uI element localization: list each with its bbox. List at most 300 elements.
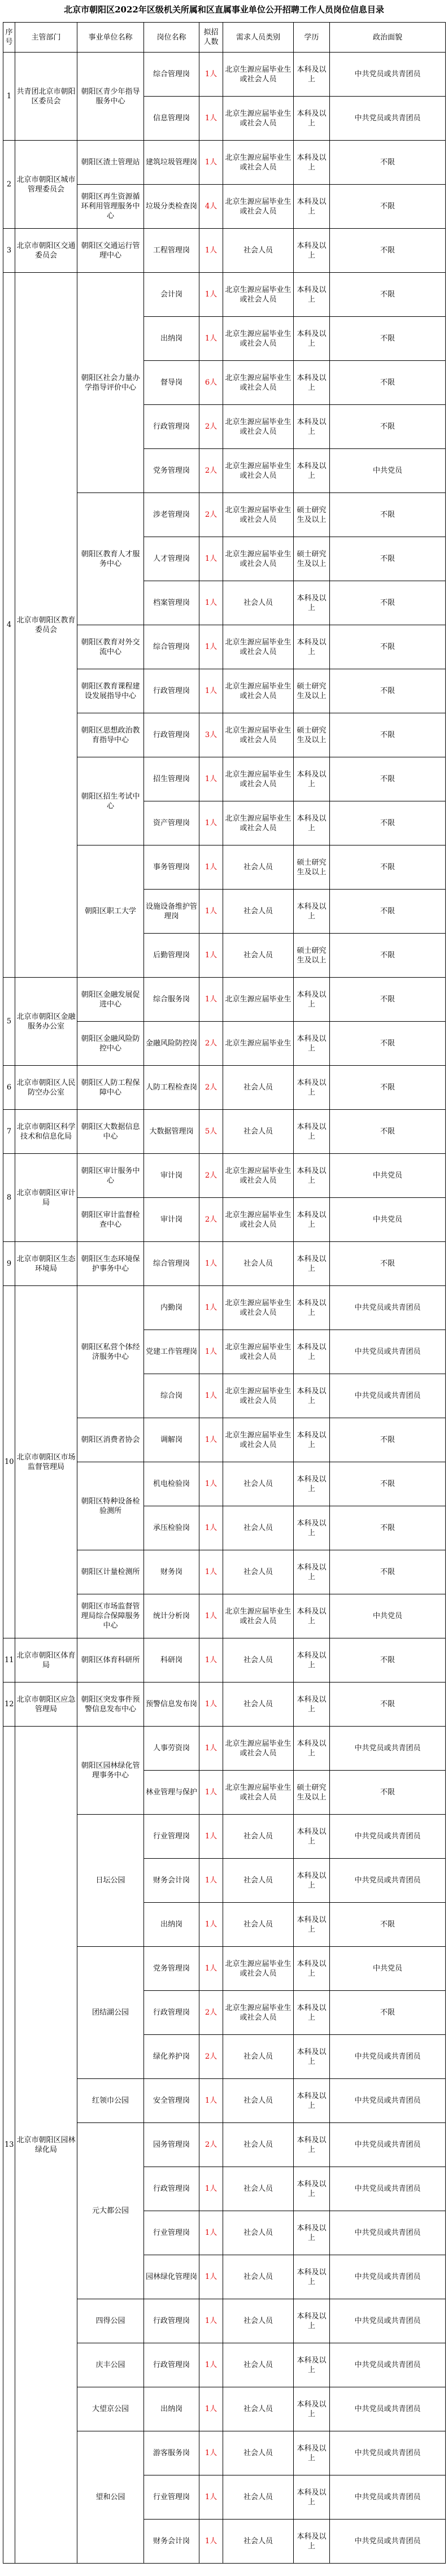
candidate-type-cell: 北京生源应届毕业生或社会人员: [223, 757, 294, 801]
post-name-cell: 行政管理岗: [144, 405, 199, 449]
post-name-cell: 出纳岗: [144, 317, 199, 361]
education-cell: 本科及以上: [294, 1550, 330, 1594]
candidate-type-cell: 社会人员: [223, 1066, 294, 1110]
political-status-cell: 中共党员或共青团员: [330, 2387, 446, 2431]
post-name-cell: 游客服务岗: [144, 2431, 199, 2475]
political-status-cell: 不限: [330, 1418, 446, 1462]
table-row: [3, 273, 446, 317]
headcount-cell: 1人: [199, 1594, 223, 1638]
unit-name-cell: 朝阳区职工大学: [77, 845, 144, 978]
post-name-cell: 建筑垃圾管理岗: [144, 141, 199, 185]
political-status-cell: 中共党员: [330, 1594, 446, 1638]
position-table: [3, 22, 446, 2564]
row-number-cell: 5: [3, 978, 15, 1066]
unit-name-cell: 朝阳区生态环境保护事务中心: [77, 1242, 144, 1286]
post-name-cell: 园务管理岗: [144, 2123, 199, 2167]
department-cell: 北京市朝阳区科学技术和信息化局: [15, 1110, 77, 1154]
post-name-cell: 行政管理岗: [144, 1991, 199, 2035]
unit-name-cell: 朝阳区教育人才服务中心: [77, 493, 144, 625]
candidate-type-cell: 北京生源应届毕业生或社会人员: [223, 1418, 294, 1462]
post-name-cell: 出纳岗: [144, 1903, 199, 1947]
department-cell: 北京市朝阳区金融服务办公室: [15, 978, 77, 1066]
row-number-cell: 2: [3, 141, 15, 229]
table-row: [3, 1638, 446, 1683]
education-cell: 本科及以上: [294, 2475, 330, 2520]
education-cell: 本科及以上: [294, 229, 330, 273]
education-cell: 本科及以上: [294, 1991, 330, 2035]
headcount-cell: 1人: [199, 2431, 223, 2475]
post-name-cell: 金融风险防控岗: [144, 1022, 199, 1066]
post-name-cell: 行政管理岗: [144, 2167, 199, 2211]
table-row: [3, 1683, 446, 1727]
education-cell: 本科及以上: [294, 1286, 330, 1330]
post-name-cell: 园林绿化管理岗: [144, 2255, 199, 2299]
candidate-type-cell: 北京生源应届毕业生或社会人员: [223, 273, 294, 317]
headcount-cell: 1人: [199, 2343, 223, 2387]
political-status-cell: 中共党员或共青团员: [330, 2255, 446, 2299]
headcount-cell: 1人: [199, 229, 223, 273]
political-status-cell: 不限: [330, 669, 446, 713]
table-row: [3, 1154, 446, 1198]
column-header: 主管部门: [15, 23, 77, 53]
headcount-cell: 1人: [199, 141, 223, 185]
political-status-cell: 不限: [330, 229, 446, 273]
headcount-cell: 1人: [199, 273, 223, 317]
column-header: 拟招人数: [199, 23, 223, 53]
unit-name-cell: 朝阳区消费者协会: [77, 1418, 144, 1462]
education-cell: 本科及以上: [294, 2343, 330, 2387]
headcount-cell: 2人: [199, 1991, 223, 2035]
unit-name-cell: 朝阳区教育对外交流中心: [77, 625, 144, 669]
column-header: 学历: [294, 23, 330, 53]
candidate-type-cell: 社会人员: [223, 1903, 294, 1947]
political-status-cell: 中共党员或共青团员: [330, 2035, 446, 2079]
headcount-cell: 1人: [199, 97, 223, 141]
row-number-cell: 10: [3, 1286, 15, 1638]
department-cell: 北京市朝阳区生态环境局: [15, 1242, 77, 1286]
table-row: [3, 978, 446, 1022]
education-cell: 本科及以上: [294, 185, 330, 229]
row-number-cell: 1: [3, 53, 15, 141]
post-name-cell: 审计岗: [144, 1198, 199, 1242]
headcount-cell: 2人: [199, 449, 223, 493]
table-row: [3, 1066, 446, 1110]
political-status-cell: 中共党员或共青团员: [330, 2520, 446, 2564]
political-status-cell: 中共党员或共青团员: [330, 1859, 446, 1903]
unit-name-cell: 朝阳区私营个体经济服务中心: [77, 1286, 144, 1418]
post-name-cell: 行业管理岗: [144, 1815, 199, 1859]
education-cell: 本科及以上: [294, 625, 330, 669]
education-cell: 本科及以上: [294, 2167, 330, 2211]
post-name-cell: 行政管理岗: [144, 2299, 199, 2343]
headcount-cell: 2人: [199, 405, 223, 449]
education-cell: 本科及以上: [294, 1110, 330, 1154]
headcount-cell: 1人: [199, 757, 223, 801]
unit-name-cell: 朝阳区渣土管理站: [77, 141, 144, 185]
education-cell: 本科及以上: [294, 1242, 330, 1286]
candidate-type-cell: 社会人员: [223, 1683, 294, 1727]
unit-name-cell: 朝阳区社会力量办学指导评价中心: [77, 273, 144, 493]
political-status-cell: 中共党员或共青团员: [330, 2343, 446, 2387]
political-status-cell: 中共党员或共青团员: [330, 97, 446, 141]
candidate-type-cell: 社会人员: [223, 1638, 294, 1683]
department-cell: 北京市朝阳区教育委员会: [15, 273, 77, 978]
candidate-type-cell: 北京生源应届毕业生或社会人员: [223, 1198, 294, 1242]
education-cell: 本科及以上: [294, 2520, 330, 2564]
headcount-cell: 1人: [199, 890, 223, 934]
headcount-cell: 2人: [199, 493, 223, 537]
education-cell: 本科及以上: [294, 1727, 330, 1771]
candidate-type-cell: 北京生源应届毕业生或社会人员: [223, 141, 294, 185]
headcount-cell: 1人: [199, 801, 223, 845]
unit-name-cell: 朝阳区计量检测所: [77, 1550, 144, 1594]
row-number-cell: 3: [3, 229, 15, 273]
table-row: [3, 141, 446, 185]
political-status-cell: 中共党员: [330, 449, 446, 493]
candidate-type-cell: 社会人员: [223, 2035, 294, 2079]
headcount-cell: 1人: [199, 1286, 223, 1330]
post-name-cell: 安全管理岗: [144, 2079, 199, 2123]
education-cell: 本科及以上: [294, 317, 330, 361]
candidate-type-cell: 北京生源应届毕业生或社会人员: [223, 317, 294, 361]
education-cell: 本科及以上: [294, 2255, 330, 2299]
unit-name-cell: 大望京公园: [77, 2387, 144, 2431]
political-status-cell: 中共党员或共青团员: [330, 1374, 446, 1418]
post-name-cell: 大数据管理岗: [144, 1110, 199, 1154]
department-cell: 北京市朝阳区园林绿化局: [15, 1727, 77, 2564]
education-cell: 硕士研究生及以上: [294, 845, 330, 890]
political-status-cell: 不限: [330, 1991, 446, 2035]
unit-name-cell: 朝阳区金融风险防控中心: [77, 1022, 144, 1066]
education-cell: 本科及以上: [294, 890, 330, 934]
political-status-cell: 不限: [330, 581, 446, 625]
headcount-cell: 3人: [199, 713, 223, 757]
table-row: [3, 1242, 446, 1286]
political-status-cell: 不限: [330, 493, 446, 537]
candidate-type-cell: 社会人员: [223, 2387, 294, 2431]
post-name-cell: 内勤岗: [144, 1286, 199, 1330]
candidate-type-cell: 北京生源应届毕业生: [223, 1022, 294, 1066]
post-name-cell: 绿化养护岗: [144, 2035, 199, 2079]
education-cell: 本科及以上: [294, 1330, 330, 1374]
political-status-cell: 中共党员或共青团员: [330, 2167, 446, 2211]
political-status-cell: 中共党员或共青团员: [330, 1330, 446, 1374]
candidate-type-cell: 社会人员: [223, 1859, 294, 1903]
headcount-cell: 1人: [199, 537, 223, 581]
headcount-cell: 1人: [199, 317, 223, 361]
political-status-cell: 不限: [330, 317, 446, 361]
post-name-cell: 涉老管理岗: [144, 493, 199, 537]
political-status-cell: 不限: [330, 1903, 446, 1947]
headcount-cell: 1人: [199, 1727, 223, 1771]
post-name-cell: 综合服务岗: [144, 978, 199, 1022]
column-header: 岗位名称: [144, 23, 199, 53]
education-cell: 硕士研究生及以上: [294, 934, 330, 978]
education-cell: 本科及以上: [294, 581, 330, 625]
table-row: [3, 1727, 446, 1771]
post-name-cell: 统计分析岗: [144, 1594, 199, 1638]
political-status-cell: 不限: [330, 185, 446, 229]
political-status-cell: 不限: [330, 1506, 446, 1550]
table-row: [3, 1286, 446, 1330]
headcount-cell: 1人: [199, 1859, 223, 1903]
post-name-cell: 综合岗: [144, 1374, 199, 1418]
candidate-type-cell: 北京生源应届毕业生或社会人员: [223, 1727, 294, 1771]
political-status-cell: 不限: [330, 1550, 446, 1594]
headcount-cell: 1人: [199, 1418, 223, 1462]
column-header: 序号: [3, 23, 15, 53]
political-status-cell: 中共党员或共青团员: [330, 53, 446, 97]
candidate-type-cell: 社会人员: [223, 1815, 294, 1859]
political-status-cell: 不限: [330, 141, 446, 185]
political-status-cell: 不限: [330, 1066, 446, 1110]
unit-name-cell: 红领巾公园: [77, 2079, 144, 2123]
political-status-cell: 不限: [330, 1771, 446, 1815]
post-name-cell: 会计岗: [144, 273, 199, 317]
education-cell: 本科及以上: [294, 2431, 330, 2475]
political-status-cell: 中共党员或共青团员: [330, 2431, 446, 2475]
headcount-cell: 2人: [199, 1154, 223, 1198]
education-cell: 硕士研究生及以上: [294, 669, 330, 713]
political-status-cell: 不限: [330, 361, 446, 405]
education-cell: 硕士研究生及以上: [294, 713, 330, 757]
political-status-cell: 中共党员或共青团员: [330, 1727, 446, 1771]
unit-name-cell: 朝阳区体育科研所: [77, 1638, 144, 1683]
headcount-cell: 1人: [199, 2211, 223, 2255]
unit-name-cell: 朝阳区园林绿化管理事务中心: [77, 1727, 144, 1815]
unit-name-cell: 望和公园: [77, 2431, 144, 2564]
post-name-cell: 审计岗: [144, 1154, 199, 1198]
education-cell: 本科及以上: [294, 1594, 330, 1638]
headcount-cell: 1人: [199, 625, 223, 669]
education-cell: 本科及以上: [294, 1683, 330, 1727]
headcount-cell: 1人: [199, 2079, 223, 2123]
political-status-cell: 不限: [330, 978, 446, 1022]
post-name-cell: 出纳岗: [144, 2387, 199, 2431]
candidate-type-cell: 北京生源应届毕业生或社会人员: [223, 449, 294, 493]
headcount-cell: 1人: [199, 2520, 223, 2564]
candidate-type-cell: 社会人员: [223, 2475, 294, 2520]
unit-name-cell: 团结湖公园: [77, 1947, 144, 2079]
table-row: [3, 53, 446, 97]
candidate-type-cell: 北京生源应届毕业生或社会人员: [223, 493, 294, 537]
row-number-cell: 11: [3, 1638, 15, 1683]
headcount-cell: 1人: [199, 1638, 223, 1683]
candidate-type-cell: 北京生源应届毕业生或社会人员: [223, 361, 294, 405]
headcount-cell: 1人: [199, 1242, 223, 1286]
candidate-type-cell: 社会人员: [223, 890, 294, 934]
post-name-cell: 预警信息发布岗: [144, 1683, 199, 1727]
political-status-cell: 不限: [330, 1462, 446, 1506]
candidate-type-cell: 北京生源应届毕业生或社会人员: [223, 1154, 294, 1198]
education-cell: 本科及以上: [294, 1066, 330, 1110]
candidate-type-cell: 社会人员: [223, 2431, 294, 2475]
candidate-type-cell: 社会人员: [223, 2211, 294, 2255]
unit-name-cell: 朝阳区金融发展促进中心: [77, 978, 144, 1022]
post-name-cell: 林业管理与保护: [144, 1771, 199, 1815]
row-number-cell: 4: [3, 273, 15, 978]
department-cell: 北京市朝阳区人民防空办公室: [15, 1066, 77, 1110]
row-number-cell: 6: [3, 1066, 15, 1110]
education-cell: 本科及以上: [294, 1859, 330, 1903]
unit-name-cell: 朝阳区突发事件预警信息发布中心: [77, 1683, 144, 1727]
education-cell: 本科及以上: [294, 2035, 330, 2079]
education-cell: 本科及以上: [294, 2387, 330, 2431]
headcount-cell: 1人: [199, 1330, 223, 1374]
post-name-cell: 行业管理岗: [144, 2211, 199, 2255]
headcount-cell: 1人: [199, 2387, 223, 2431]
education-cell: 本科及以上: [294, 1462, 330, 1506]
document-title: 北京市朝阳区2022年区级机关所属和区直属事业单位公开招聘工作人员岗位信息目录: [64, 5, 384, 15]
unit-name-cell: 朝阳区审计监督检查中心: [77, 1198, 144, 1242]
education-cell: 本科及以上: [294, 2299, 330, 2343]
education-cell: 本科及以上: [294, 53, 330, 97]
political-status-cell: 不限: [330, 1683, 446, 1727]
candidate-type-cell: 北京生源应届毕业生或社会人员: [223, 1947, 294, 1991]
education-cell: 本科及以上: [294, 1418, 330, 1462]
political-status-cell: 不限: [330, 801, 446, 845]
education-cell: 本科及以上: [294, 361, 330, 405]
candidate-type-cell: 社会人员: [223, 2255, 294, 2299]
headcount-cell: 1人: [199, 1506, 223, 1550]
candidate-type-cell: 北京生源应届毕业生或社会人员: [223, 537, 294, 581]
post-name-cell: 党建工作管理岗: [144, 1330, 199, 1374]
unit-name-cell: 朝阳区再生资源循环利用管理服务中心: [77, 185, 144, 229]
political-status-cell: 中共党员或共青团员: [330, 2211, 446, 2255]
education-cell: 本科及以上: [294, 273, 330, 317]
political-status-cell: 中共党员: [330, 1947, 446, 1991]
row-number-cell: 9: [3, 1242, 15, 1286]
unit-name-cell: 朝阳区人防工程保障中心: [77, 1066, 144, 1110]
unit-name-cell: 朝阳区招生考试中心: [77, 757, 144, 845]
post-name-cell: 综合管理岗: [144, 53, 199, 97]
headcount-cell: 2人: [199, 2123, 223, 2167]
post-name-cell: 行业管理岗: [144, 2475, 199, 2520]
political-status-cell: 中共党员或共青团员: [330, 2475, 446, 2520]
department-cell: 共青团北京市朝阳区委员会: [15, 53, 77, 141]
row-number-cell: 8: [3, 1154, 15, 1242]
unit-name-cell: 朝阳区特种设备检验测所: [77, 1462, 144, 1550]
education-cell: 本科及以上: [294, 2123, 330, 2167]
headcount-cell: 4人: [199, 185, 223, 229]
candidate-type-cell: 北京生源应届毕业生或社会人员: [223, 53, 294, 97]
headcount-cell: 1人: [199, 1550, 223, 1594]
candidate-type-cell: 北京生源应届毕业生或社会人员: [223, 1771, 294, 1815]
headcount-cell: 1人: [199, 2299, 223, 2343]
political-status-cell: 不限: [330, 1638, 446, 1683]
education-cell: 本科及以上: [294, 405, 330, 449]
headcount-cell: 1人: [199, 978, 223, 1022]
headcount-cell: 2人: [199, 1066, 223, 1110]
headcount-cell: 2人: [199, 1198, 223, 1242]
headcount-cell: 1人: [199, 1683, 223, 1727]
education-cell: 本科及以上: [294, 1815, 330, 1859]
post-name-cell: 党务管理岗: [144, 1947, 199, 1991]
political-status-cell: 中共党员或共青团员: [330, 2079, 446, 2123]
post-name-cell: 设施设备维护管理岗: [144, 890, 199, 934]
candidate-type-cell: 北京生源应届毕业生或社会人员: [223, 1374, 294, 1418]
headcount-cell: 2人: [199, 2035, 223, 2079]
unit-name-cell: 四得公园: [77, 2299, 144, 2343]
headcount-cell: 2人: [199, 1022, 223, 1066]
political-status-cell: 不限: [330, 1242, 446, 1286]
candidate-type-cell: 社会人员: [223, 2343, 294, 2387]
candidate-type-cell: 社会人员: [223, 1110, 294, 1154]
post-name-cell: 人才管理岗: [144, 537, 199, 581]
candidate-type-cell: 社会人员: [223, 2299, 294, 2343]
post-name-cell: 机电检验岗: [144, 1462, 199, 1506]
column-header: 事业单位名称: [77, 23, 144, 53]
education-cell: 硕士研究生及以上: [294, 1771, 330, 1815]
candidate-type-cell: 北京生源应届毕业生或社会人员: [223, 713, 294, 757]
department-cell: 北京市朝阳区体育局: [15, 1638, 77, 1683]
unit-name-cell: 元大都公园: [77, 2123, 144, 2299]
post-name-cell: 工程管理岗: [144, 229, 199, 273]
candidate-type-cell: 社会人员: [223, 1242, 294, 1286]
candidate-type-cell: 北京生源应届毕业生或社会人员: [223, 405, 294, 449]
education-cell: 本科及以上: [294, 757, 330, 801]
headcount-cell: 1人: [199, 2167, 223, 2211]
education-cell: 本科及以上: [294, 1154, 330, 1198]
education-cell: 硕士研究生及以上: [294, 537, 330, 581]
education-cell: 本科及以上: [294, 2079, 330, 2123]
education-cell: 本科及以上: [294, 1903, 330, 1947]
headcount-cell: 1人: [199, 2475, 223, 2520]
unit-name-cell: 朝阳区审计服务中心: [77, 1154, 144, 1198]
table-header-row: [3, 23, 446, 53]
department-cell: 北京市朝阳区城市管理委员会: [15, 141, 77, 229]
political-status-cell: 不限: [330, 1110, 446, 1154]
candidate-type-cell: 社会人员: [223, 1550, 294, 1594]
headcount-cell: 6人: [199, 361, 223, 405]
education-cell: 本科及以上: [294, 1638, 330, 1683]
headcount-cell: 1人: [199, 934, 223, 978]
unit-name-cell: 朝阳区市场监督管理局综合保障服务中心: [77, 1594, 144, 1638]
candidate-type-cell: 社会人员: [223, 2520, 294, 2564]
table-row: [3, 1110, 446, 1154]
post-name-cell: 综合管理岗: [144, 625, 199, 669]
political-status-cell: 中共党员或共青团员: [330, 1815, 446, 1859]
candidate-type-cell: 北京生源应届毕业生或社会人员: [223, 185, 294, 229]
row-number-cell: 12: [3, 1683, 15, 1727]
education-cell: 本科及以上: [294, 1022, 330, 1066]
unit-name-cell: 朝阳区交通运行管理中心: [77, 229, 144, 273]
headcount-cell: 1人: [199, 2255, 223, 2299]
post-name-cell: 后勤管理岗: [144, 934, 199, 978]
post-name-cell: 行政管理岗: [144, 2343, 199, 2387]
political-status-cell: 不限: [330, 890, 446, 934]
education-cell: 本科及以上: [294, 1506, 330, 1550]
post-name-cell: 档案管理岗: [144, 581, 199, 625]
political-status-cell: 不限: [330, 537, 446, 581]
candidate-type-cell: 北京生源应届毕业生或社会人员: [223, 97, 294, 141]
post-name-cell: 财务岗: [144, 1550, 199, 1594]
education-cell: 本科及以上: [294, 2211, 330, 2255]
candidate-type-cell: 社会人员: [223, 845, 294, 890]
candidate-type-cell: 北京生源应届毕业生: [223, 978, 294, 1022]
row-number-cell: 13: [3, 1727, 15, 2564]
post-name-cell: 科研岗: [144, 1638, 199, 1683]
political-status-cell: 中共党员: [330, 1198, 446, 1242]
headcount-cell: 5人: [199, 1110, 223, 1154]
headcount-cell: 1人: [199, 1947, 223, 1991]
political-status-cell: 中共党员或共青团员: [330, 1286, 446, 1330]
department-cell: 北京市朝阳区审计局: [15, 1154, 77, 1242]
political-status-cell: 中共党员: [330, 1154, 446, 1198]
post-name-cell: 财务会计岗: [144, 2520, 199, 2564]
political-status-cell: 不限: [330, 845, 446, 890]
candidate-type-cell: 北京生源应届毕业生或社会人员: [223, 801, 294, 845]
